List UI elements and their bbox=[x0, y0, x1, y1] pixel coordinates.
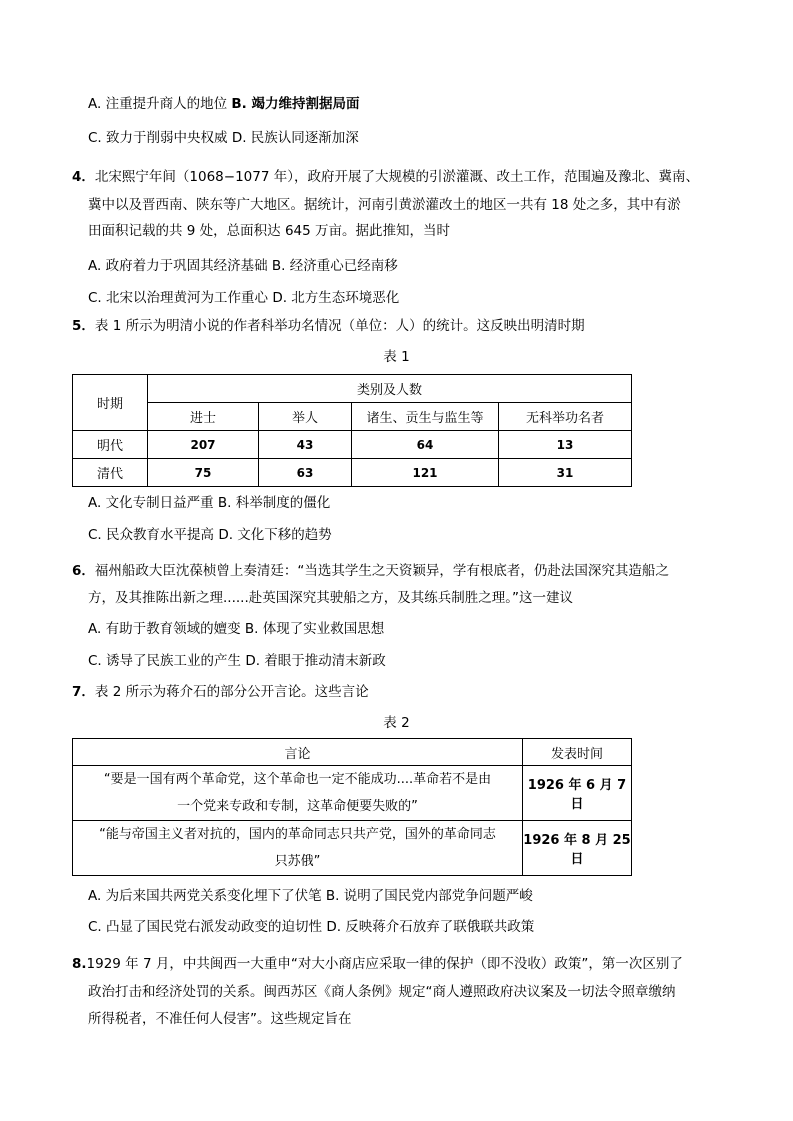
q6-option-b: B. 体现了实业救国思想 bbox=[244, 621, 385, 637]
q6-number: 6． bbox=[72, 563, 95, 579]
q3-option-a: A. 注重提升商人的地位 bbox=[88, 96, 228, 112]
q4-option-b: B. 经济重心已经南移 bbox=[271, 258, 398, 274]
q5-options-cd bbox=[88, 525, 332, 545]
q5-option-a: A. 文化专制日益严重 bbox=[88, 495, 214, 511]
table-row bbox=[73, 821, 632, 876]
table2-date: 1926 年 6 月 7 日 bbox=[523, 766, 632, 821]
table2-quote bbox=[73, 821, 523, 876]
q6-option-c: C. 诱导了民族工业的产生 bbox=[88, 653, 242, 669]
q6-text-1: 福州船政大臣沈葆桢曾上奏清廷：“当选其学生之天资颖异，学有根底者，仍赴法国深究其造船之 bbox=[94, 563, 669, 579]
q7-options-cd bbox=[88, 917, 534, 937]
q4-option-c: C. 北宋以治理黄河为工作重心 bbox=[88, 290, 269, 306]
table1-cell: 64 bbox=[352, 431, 499, 459]
table-row bbox=[73, 766, 632, 821]
q6-option-a: A. 有助于教育领域的嬗变 bbox=[88, 621, 241, 637]
table1-col-juren: 举人 bbox=[259, 403, 352, 431]
table1-cell: 75 bbox=[148, 459, 259, 487]
table1-col-jinshi: 进士 bbox=[148, 403, 259, 431]
q3-option-b: B. 竭力维持割据局面 bbox=[231, 96, 360, 112]
table2-quote-line: “要是一国有两个革命党，这个革命也一定不能成功....革命若不是由 bbox=[103, 772, 492, 787]
q4-number: 4． bbox=[72, 169, 95, 185]
table2-quote-line: 一个党来专政和专制，这革命便要失败的” bbox=[177, 799, 418, 814]
table1 bbox=[72, 374, 632, 487]
table1-cell: 43 bbox=[259, 431, 352, 459]
q7-option-c: C. 凸显了国民党右派发动政变的迫切性 bbox=[88, 919, 323, 935]
table1-cell: 207 bbox=[148, 431, 259, 459]
q3-options-cd bbox=[88, 128, 359, 148]
table1-group-header: 类别及人数 bbox=[148, 375, 632, 403]
table1-cell: 13 bbox=[499, 431, 632, 459]
table2-header-quote: 言论 bbox=[73, 739, 523, 766]
q6-stem-line2: 方，及其推陈出新之理......赴英国深究其驶船之方，及其练兵制胜之理。”这一建议 bbox=[88, 590, 573, 606]
q6-options-ab bbox=[88, 619, 384, 639]
table1-cell-period: 明代 bbox=[73, 431, 148, 459]
table2 bbox=[72, 738, 632, 876]
table2-caption: 表 2 bbox=[383, 715, 410, 731]
q7-stem bbox=[72, 682, 369, 702]
table1-period-header: 时期 bbox=[73, 375, 148, 431]
q5-option-c: C. 民众教育水平提高 bbox=[88, 527, 215, 543]
q4-stem-line3: 田面积记载的共 9 处，总面积达 645 万亩。据此推知，当时 bbox=[88, 223, 451, 239]
q5-text: 表 1 所示为明清小说的作者科举功名情况（单位：人）的统计。这反映出明清时期 bbox=[94, 318, 585, 334]
q7-number: 7． bbox=[72, 684, 95, 700]
q7-options-ab bbox=[88, 886, 533, 906]
q8-text-1: 1929 年 7 月，中共闽西一大重申“对大小商店应采取一律的保护（即不没收）政策”，第一次区别了 bbox=[86, 956, 683, 972]
table1-cell-period: 清代 bbox=[73, 459, 148, 487]
q8-number: 8. bbox=[72, 956, 87, 972]
q8-stem-line3: 所得税者，不准任何人侵害”。这些规定旨在 bbox=[88, 1011, 352, 1027]
table1-cell: 63 bbox=[259, 459, 352, 487]
q6-stem-line1 bbox=[72, 561, 669, 581]
q7-text: 表 2 所示为蒋介石的部分公开言论。这些言论 bbox=[94, 684, 369, 700]
table-row bbox=[73, 459, 632, 487]
table2-quote-line: 只苏俄” bbox=[274, 854, 321, 869]
table2-header-date: 发表时间 bbox=[523, 739, 632, 766]
table1-col-zhusheng: 诸生、贡生与监生等 bbox=[352, 403, 499, 431]
q5-option-b: B. 科举制度的僵化 bbox=[217, 495, 331, 511]
q4-options-ab bbox=[88, 256, 398, 276]
q6-options-cd bbox=[88, 651, 386, 671]
q3-option-d: D. 民族认同逐渐加深 bbox=[231, 130, 359, 146]
q3-option-c: C. 致力于削弱中央权威 bbox=[88, 130, 228, 146]
table2-quote bbox=[73, 766, 523, 821]
q8-stem-line1 bbox=[72, 954, 683, 974]
table1-cell: 121 bbox=[352, 459, 499, 487]
table1-cell: 31 bbox=[499, 459, 632, 487]
q4-option-d: D. 北方生态环境恶化 bbox=[272, 290, 400, 306]
table1-col-none: 无科举功名者 bbox=[499, 403, 632, 431]
q5-option-d: D. 文化下移的趋势 bbox=[218, 527, 332, 543]
q4-options-cd bbox=[88, 288, 399, 308]
table2-date: 1926 年 8 月 25 日 bbox=[523, 821, 632, 876]
q5-number: 5． bbox=[72, 318, 95, 334]
q7-option-d: D. 反映蒋介石放弃了联俄联共政策 bbox=[326, 919, 535, 935]
q7-option-b: B. 说明了国民党内部党争问题严峻 bbox=[325, 888, 533, 904]
q8-stem-line2: 政治打击和经济处罚的关系。闽西苏区《商人条例》规定“商人遵照政府决议案及一切法令照章缴纳 bbox=[88, 984, 676, 1000]
table2-quote-line: “能与帝国主义者对抗的，国内的革命同志只共产党，国外的革命同志 bbox=[99, 827, 496, 842]
q5-options-ab bbox=[88, 493, 330, 513]
q3-options-ab bbox=[88, 94, 360, 114]
q7-option-a: A. 为后来国共两党关系变化埋下了伏笔 bbox=[88, 888, 322, 904]
q5-stem bbox=[72, 316, 585, 336]
table1-caption: 表 1 bbox=[383, 349, 410, 365]
q4-stem-line2: 冀中以及晋西南、陕东等广大地区。据统计，河南引黄淤灌改土的地区一共有 18 处之多，其中有淤 bbox=[88, 197, 681, 213]
q6-option-d: D. 着眼于推动清末新政 bbox=[245, 653, 386, 669]
q4-stem-line1 bbox=[72, 167, 699, 187]
q4-option-a: A. 政府着力于巩固其经济基础 bbox=[88, 258, 268, 274]
q4-text-1: 北宋熙宁年间（1068−1077 年），政府开展了大规模的引淤灌溉、改土工作，范围遍及豫北、冀南、 bbox=[94, 169, 699, 185]
table-row bbox=[73, 431, 632, 459]
